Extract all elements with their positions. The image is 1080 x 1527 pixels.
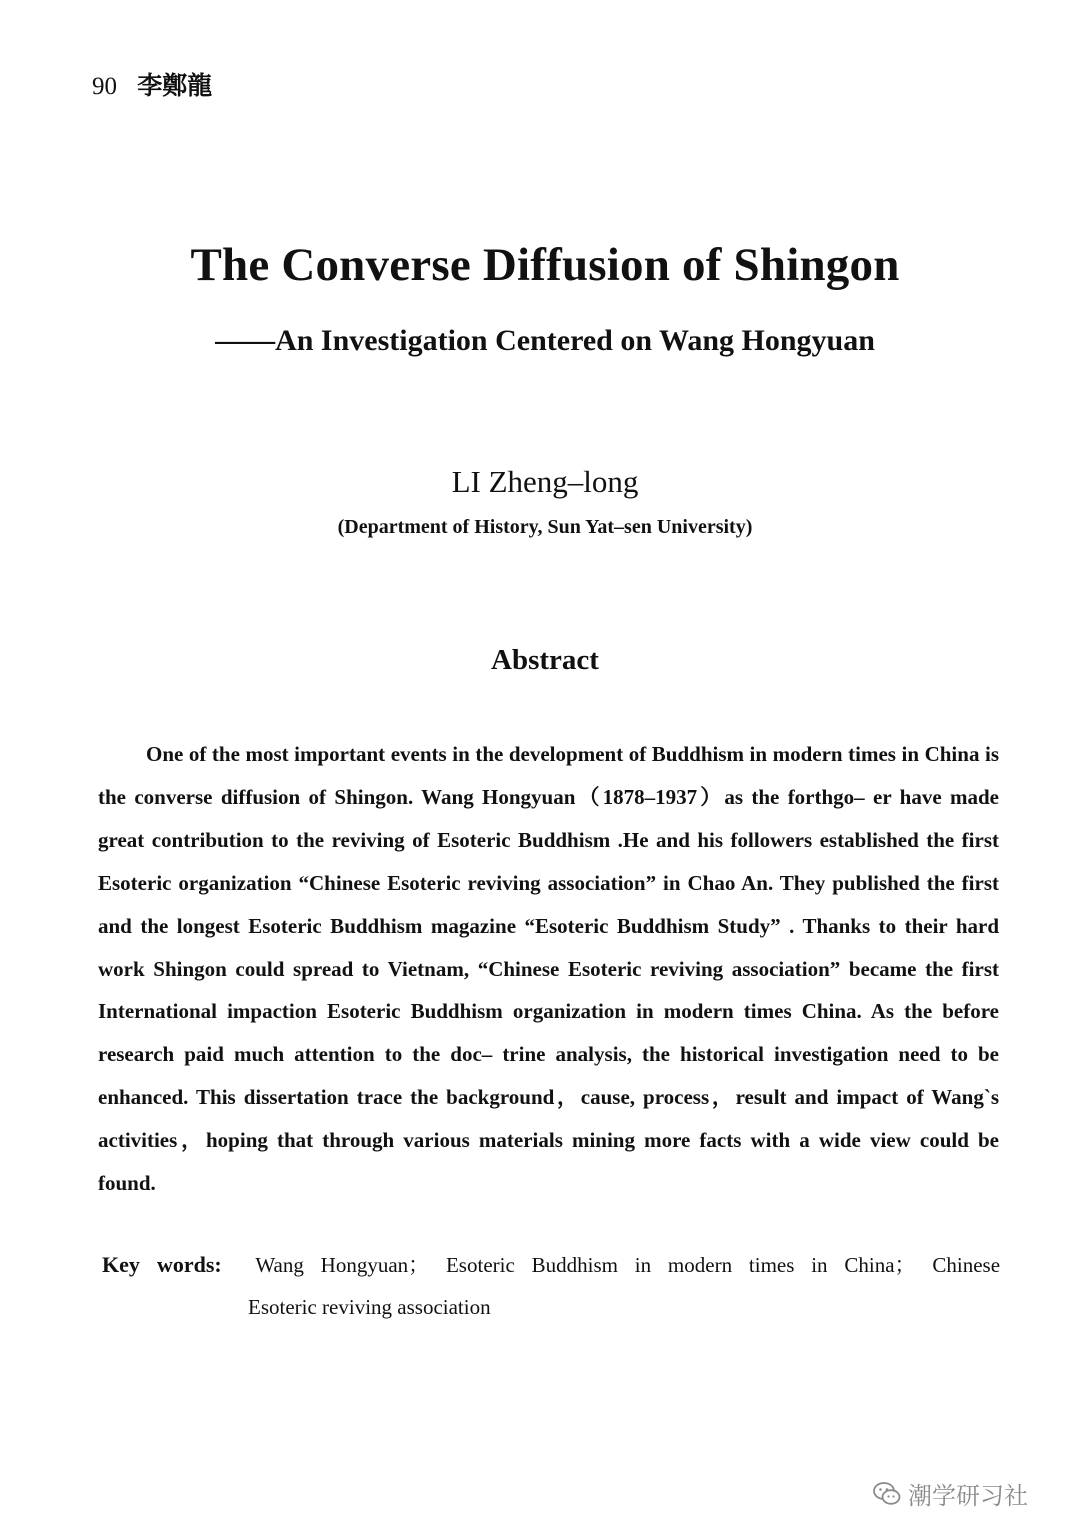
watermark — [872, 1476, 1028, 1511]
author-name: LI Zheng–long — [451, 464, 639, 499]
keywords — [102, 1244, 1000, 1328]
running-header — [92, 66, 212, 102]
author-affiliation: (Department of History, Sun Yat–sen University) — [337, 516, 753, 538]
wechat-icon — [872, 1479, 902, 1509]
paper-title: The Converse Diffusion of Shingon — [190, 239, 900, 291]
header-author-name: 李鄭龍 — [137, 73, 213, 100]
abstract-heading: Abstract — [491, 644, 599, 676]
watermark-text: 潮学研习社 — [908, 1482, 1028, 1510]
abstract-body: One of the most important events in the development of Buddhism in modern times in China is the converse diffusion of Shingon. Wang Hongyuan（1878–1937）as the forthgo– er have made great contribution to the reviving of Esoteric Buddhism .He and his followers established the first Esoteric organization “Chinese Esoteric reviving association” in Chao An. They published the first and the longest Esoteric Buddhism magazine “Esoteric Buddhism Study” . Thanks to their hard work Shingon could spread to Vietnam, “Chinese Esoteric reviving association” became the first International impaction Esoteric Buddhism organization in modern times China. As the before research paid much attention to the doc– trine analysis, the historical investigation need to be enhanced. This dissertation trace the background，cause, process，result and impact of Wang`s activities，hoping that through various materials mining more facts with a wide view could be found. — [98, 742, 999, 1196]
page-number: 90 — [92, 73, 117, 100]
keywords-line-1 — [102, 1244, 1000, 1286]
keywords-label: Key words: — [102, 1252, 222, 1277]
paper-subtitle: ——An Investigation Centered on Wang Hongyuan — [215, 324, 875, 357]
keywords-text-2: Esoteric reviving association — [248, 1295, 491, 1319]
keywords-text-1: Wang Hongyuan； Esoteric Buddhism in modern times in China； Chinese — [255, 1253, 1001, 1277]
